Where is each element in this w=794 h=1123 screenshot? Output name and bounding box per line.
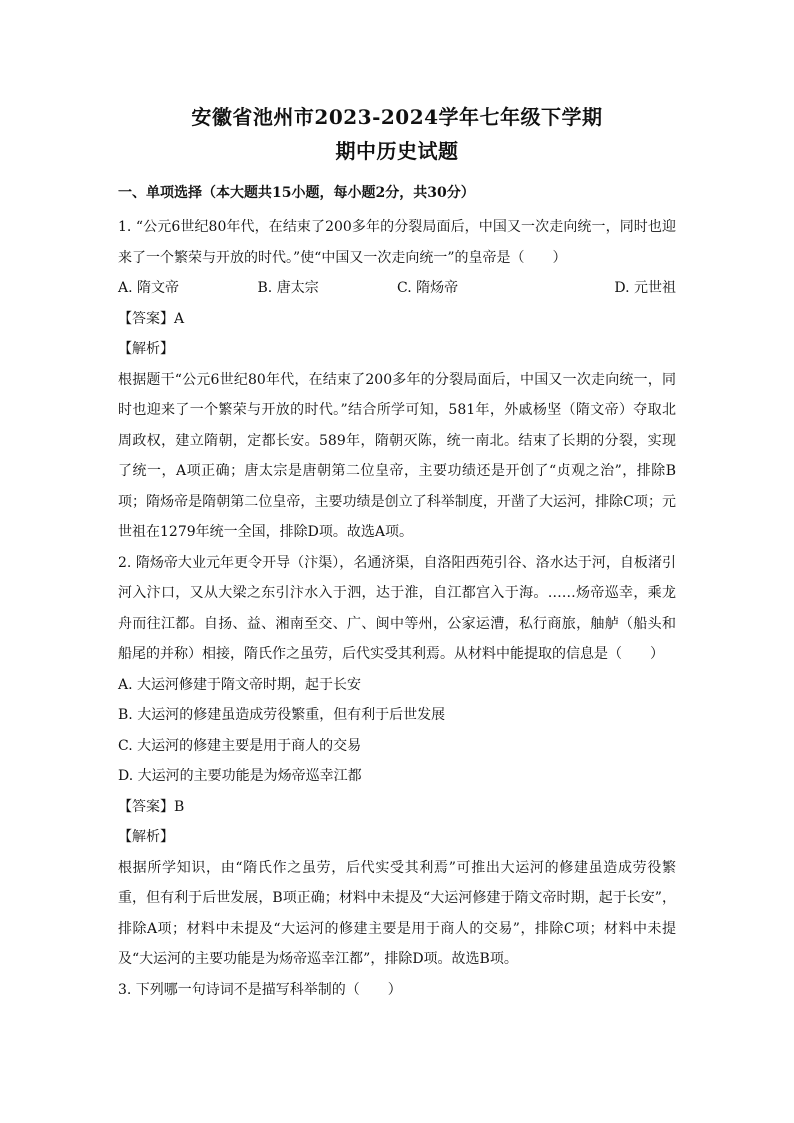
question-stem: 1. “公元6世纪80年代，在结束了200多年的分裂局面后，中国又一次走向统一，同时也迎来了一个繁荣与开放的时代。”使“中国又一次走向统一”的皇帝是（ ）: [118, 219, 676, 266]
analysis-text: 根据题干“公元6世纪80年代，在结束了200多年的分裂局面后，中国又一次走向统一，同时也迎来了一个繁荣与开放的时代。”结合所学可知，581年，外戚杨坚（隋文帝）夺取北周政权，建立隋朝，定都长安。589年，隋朝灭陈，统一南北。结束了长期的分裂，实现了统一，A项正确；唐太宗是唐朝第二位皇帝，主要功绩还是开创了“贞观之治”，排除B项；隋炀帝是隋朝第二位皇帝，主要功绩是创立了科举制度，开凿了大运河，排除C项；元世祖在1279年统一全国，排除D项。故选A项。: [118, 371, 676, 540]
section-heading: 一、单项选择（本大题共15小题，每小题2分，共30分）: [118, 185, 475, 201]
analysis-label: 【解析】: [118, 341, 174, 357]
option-a: A. 大运河修建于隋文帝时期，起于长安: [118, 676, 362, 693]
question-3: [118, 975, 676, 1006]
analysis-text: 根据所学知识，由“隋氏作之虽劳，后代实受其利焉”可推出大运河的修建虽造成劳役繁重，但有利于后世发展，B项正确；材料中未提及“大运河修建于隋文帝时期，起于长安”，排除A项；材料中未提及“大运河的修建主要是用于商人的交易”，排除C项；材料中未提及“大运河的主要功能是为炀帝巡幸江都”，排除D项。故选B项。: [118, 859, 676, 967]
document-title: 安徽省池州市2023-2024学年七年级下学期: [191, 105, 603, 129]
question-1: [118, 212, 676, 548]
option-d: D. 元世祖: [614, 280, 676, 296]
options-row: [118, 273, 676, 304]
document-subtitle: 期中历史试题: [335, 139, 459, 163]
option-b: B. 大运河的修建虽造成劳役繁重，但有利于后世发展: [118, 707, 446, 723]
option-a: A. 隋文帝: [118, 280, 180, 296]
answer-label: 【答案】A: [118, 310, 185, 327]
option-d: D. 大运河的主要功能是为炀帝巡幸江都: [118, 768, 362, 784]
option-c: C. 隋炀帝: [397, 280, 459, 296]
question-stem: 2. 隋炀帝大业元年更令开导（汴渠），名通济渠，自洛阳西苑引谷、洛水达于河，自板渚引河入汴口，又从大梁之东引汴水入于泗，达于淮，自江都宫入于海。……炀帝巡幸，乘龙舟而往江都。自扬、益、湘南至交、广、闽中等州，公家运漕，私行商旅，舳舻（船头和船尾的并称）相接，隋氏作之虽劳，后代实受其利焉。从材料中能提取的信息是（ ）: [118, 554, 676, 662]
analysis-label: 【解析】: [118, 829, 174, 845]
answer-label: 【答案】B: [118, 798, 185, 815]
option-b: B. 唐太宗: [257, 280, 319, 296]
option-c: C. 大运河的修建主要是用于商人的交易: [118, 737, 362, 754]
question-stem: 3. 下列哪一句诗词不是描写科举制的（ ）: [118, 981, 402, 998]
question-2: [118, 548, 676, 975]
